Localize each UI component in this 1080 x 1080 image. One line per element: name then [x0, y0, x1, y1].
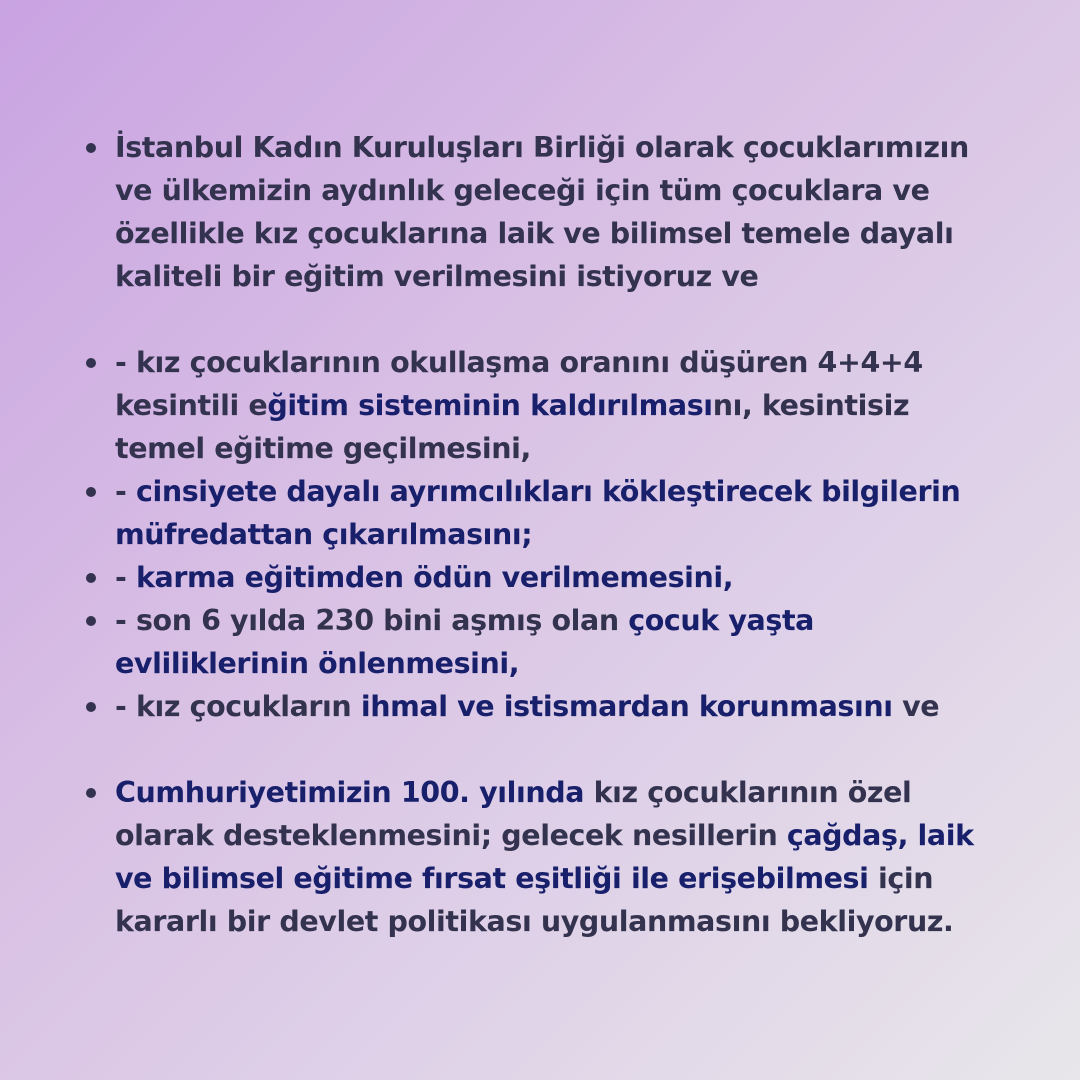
intro-line-1: İstanbul Kadın Kuruluşları Birliği olarak çocuklarımızın [115, 131, 969, 164]
list-item-child-marriage [84, 599, 1044, 685]
item7-line-1-accent: Cumhuriyetimizin 100. yılında [115, 776, 585, 809]
item7-line-2-accent: çağdaş, laik [786, 819, 974, 852]
item2-line-2-plain: kesintili e [115, 389, 268, 422]
list-item-neglect-abuse [84, 685, 1044, 728]
item4-line-1 [115, 556, 1044, 599]
item7-line-3-plain: için [868, 862, 934, 895]
item4-prefix: - [115, 561, 136, 594]
item7-line-2 [115, 814, 1044, 857]
item5-line-1-accent: çocuk yaşta [628, 604, 814, 637]
item2-line-1: - kız çocuklarının okullaşma oranını düşüren 4+4+4 [115, 346, 923, 379]
item2-line-3: temel eğitime geçilmesini, [115, 432, 531, 465]
item5-line-2: evliliklerinin önlenmesini, [115, 647, 520, 680]
intro-line-2: ve ülkemizin aydınlık geleceği için tüm çocuklara ve [115, 174, 930, 207]
item2-line-2-accent: ğitim sisteminin kaldırılması [267, 389, 713, 422]
list-item-intro [84, 126, 1044, 298]
list-item-republic-100 [84, 771, 1044, 943]
statement-text-block [84, 126, 1044, 943]
item7-line-3 [115, 857, 1044, 900]
list-spacer [84, 298, 1044, 341]
intro-line-4: kaliteli bir eğitim verilmesini istiyoruz ve [115, 260, 759, 293]
list-item-444-system [84, 341, 1044, 470]
item7-line-1-plain: kız çocuklarının özel [584, 776, 912, 809]
item7-line-3-accent: ve bilimsel eğitime fırsat eşitliği ile erişebilmesi [115, 862, 869, 895]
item3-line-1 [115, 470, 1044, 513]
item2-line-2 [115, 384, 1044, 427]
list-item-gender-discrimination [84, 470, 1044, 556]
item3-prefix: - [115, 475, 136, 508]
item5-line-1 [115, 599, 1044, 642]
item3-line-2: müfredattan çıkarılmasını; [115, 518, 533, 551]
item6-plain: - kız çocukların [115, 690, 361, 723]
item5-line-1-plain: - son 6 yılda 230 bini aşmış olan [115, 604, 629, 637]
item6-line-1 [115, 685, 1044, 728]
item7-line-2-plain: olarak desteklenmesini; gelecek nesillerin [115, 819, 787, 852]
statement-bullet-list [84, 126, 1044, 943]
item3-line-1-accent: cinsiyete dayalı ayrımcılıkları kökleştirecek bilgilerin [135, 475, 961, 508]
item2-line-2-tail: nı, kesintisiz [712, 389, 910, 422]
item7-line-4: kararlı bir devlet politikası uygulanmasını bekliyoruz. [115, 905, 954, 938]
item6-tail: ve [892, 690, 940, 723]
list-spacer [84, 728, 1044, 771]
item4-accent: karma eğitimden ödün verilmemesini, [135, 561, 734, 594]
item6-accent: ihmal ve istismardan korunmasını [360, 690, 893, 723]
item7-line-1 [115, 771, 1044, 814]
list-item-coeducation [84, 556, 1044, 599]
intro-line-3: özellikle kız çocuklarına laik ve bilimsel temele dayalı [115, 217, 954, 250]
